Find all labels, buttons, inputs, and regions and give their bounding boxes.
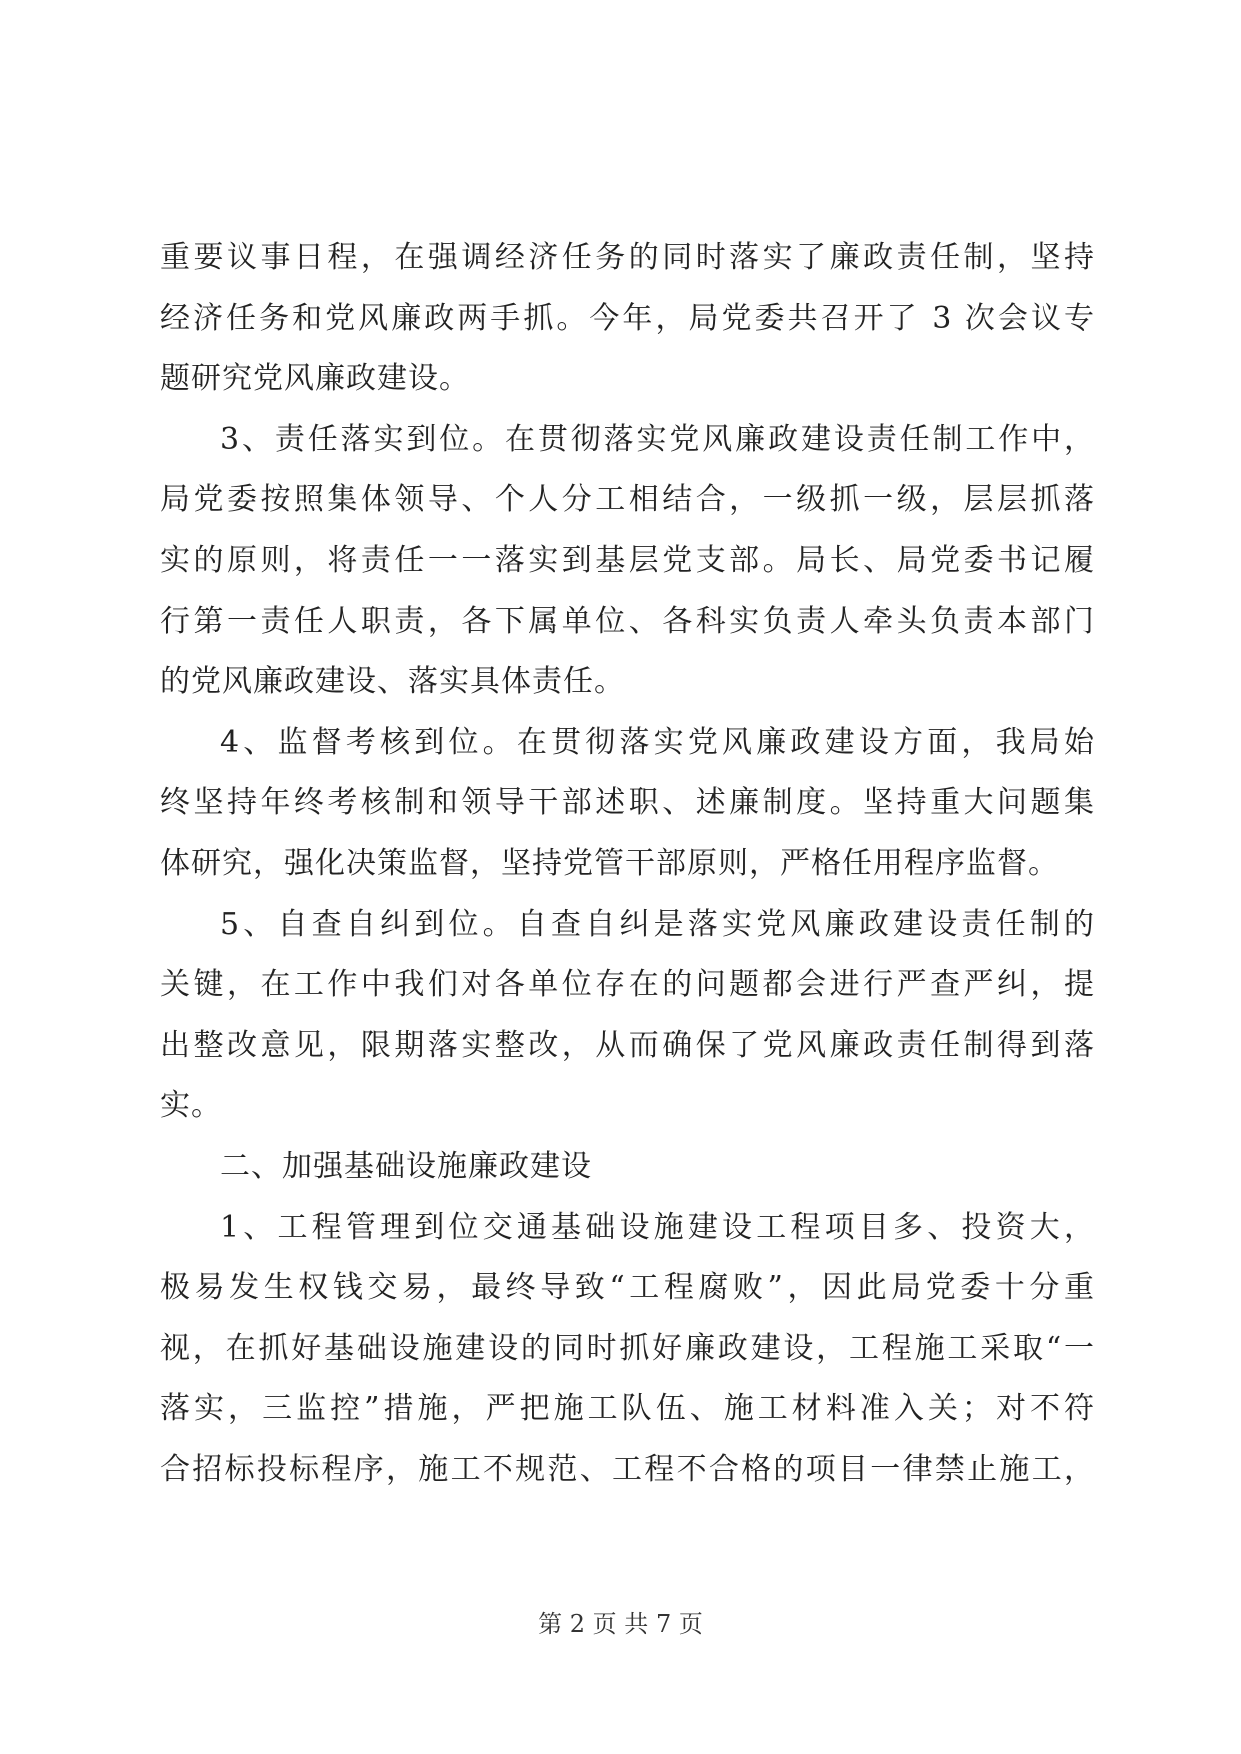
text-line: 体研究，强化决策监督，坚持党管干部原则，严格任用程序监督。 [160,845,1059,881]
section-heading: 二、加强基础设施廉政建设 [220,1148,592,1184]
text-line: 局党委按照集体领导、个人分工相结合，一级抓一级，层层抓落 [160,482,1095,518]
text-line: 题研究党风廉政建设。 [160,361,470,397]
text-line: 合招标投标程序，施工不规范、工程不合格的项目一律禁止施工， [160,1451,1095,1487]
text-line: 实。 [160,1088,222,1124]
text-line: 极易发生权钱交易，最终导致“工程腐败”，因此局党委十分重 [160,1270,1095,1306]
text-line: 的党风廉政建设、落实具体责任。 [160,664,625,700]
text-line: 落实，三监控”措施，严把施工队伍、施工材料准入关；对不符 [160,1391,1095,1427]
text-line: 出整改意见，限期落实整改，从而确保了党风廉政责任制得到落 [160,1027,1095,1063]
page-number-footer: 第 2 页 共 7 页 [538,1610,703,1638]
text-line: 经济任务和党风廉政两手抓。今年，局党委共召开了 3 次会议专 [160,300,1095,336]
paragraph-first-line: 1、工程管理到位交通基础设施建设工程项目多、投资大， [220,1209,1095,1245]
text-line: 视，在抓好基础设施建设的同时抓好廉政建设，工程施工采取“一 [160,1330,1095,1366]
text-line: 行第一责任人职责，各下属单位、各科实负责人牵头负责本部门 [160,603,1095,639]
text-line: 重要议事日程，在强调经济任务的同时落实了廉政责任制，坚持 [160,240,1095,275]
text-line: 实的原则，将责任一一落实到基层党支部。局长、局党委书记履 [160,542,1095,578]
paragraph-first-line: 5、自查自纠到位。自查自纠是落实党风廉政建设责任制的 [220,906,1095,942]
document-body [160,228,1095,1500]
text-line: 关键，在工作中我们对各单位存在的问题都会进行严查严纠，提 [160,967,1095,1003]
paragraph-first-line: 3、责任落实到位。在贯彻落实党风廉政建设责任制工作中， [220,421,1095,457]
text-line: 终坚持年终考核制和领导干部述职、述廉制度。坚持重大问题集 [160,785,1095,821]
paragraph-first-line: 4、监督考核到位。在贯彻落实党风廉政建设方面，我局始 [220,724,1095,760]
